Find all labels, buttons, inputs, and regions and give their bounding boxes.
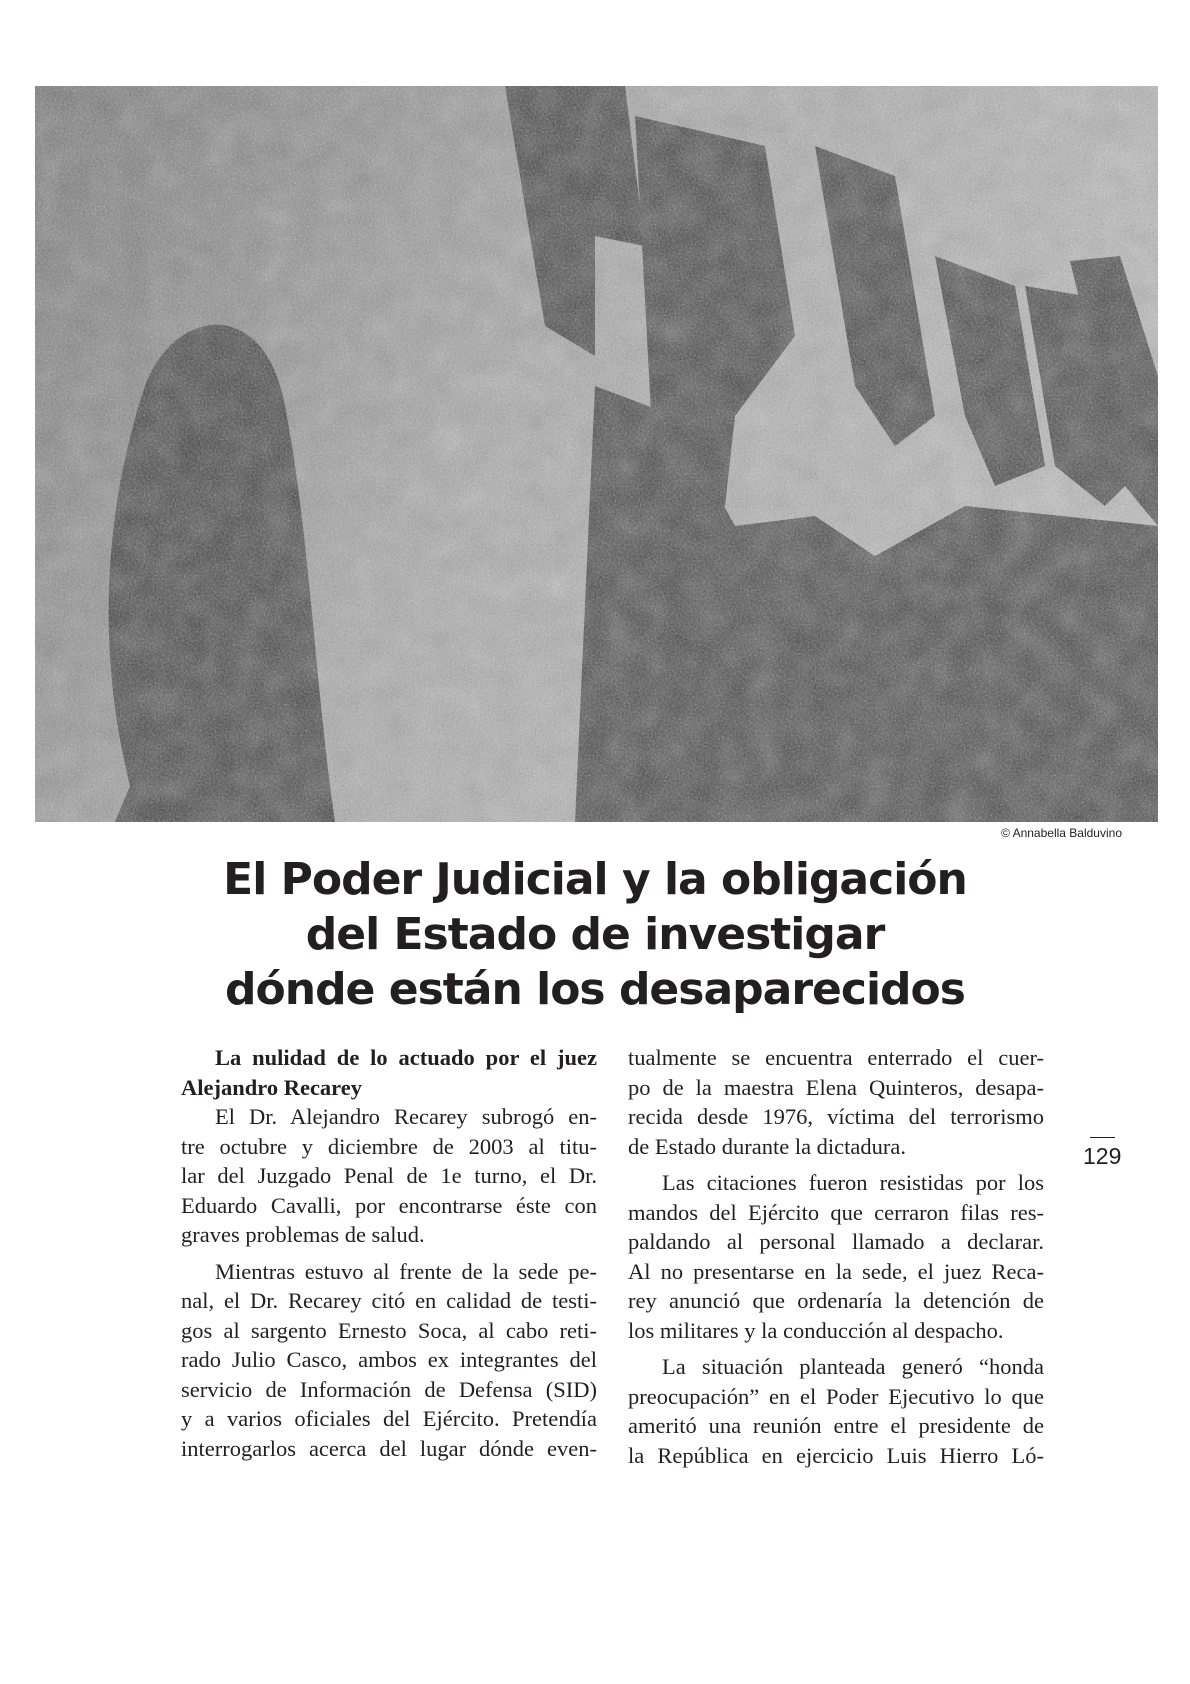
article-title [150,852,1040,1017]
right-column [628,1043,1044,1470]
text-line: tre octubre y diciembre de 2003 al titu- [181,1133,597,1159]
shadows-on-pavement-photo [35,86,1158,822]
text-line: nal, el Dr. Recarey citó en calidad de testi- [181,1288,597,1313]
page-number: 129 [1083,1143,1122,1169]
text-line: lar del Juzgado Penal de 1e turno, el Dr. [181,1163,597,1188]
text-line: gos al sargento Ernesto Soca, al cabo reti- [181,1317,597,1343]
text-line: La situación planteada generó “honda [662,1354,1044,1379]
text-line: preocupación” en el Poder Ejecutivo lo que [628,1383,1044,1409]
text-line: paldando al personal llamado a declarar. [628,1229,1044,1254]
text-line: rado Julio Casco, ambos ex integrantes del [181,1347,597,1372]
left-column [181,1043,597,1463]
text-line: y a varios oficiales del Ejército. Pretendía [181,1406,597,1431]
text-line: servicio de Información de Defensa (SID) [181,1376,597,1402]
text-line: Al no presentarse en la sede, el juez Reca- [628,1258,1044,1284]
text-line: ameritó una reunión entre el presidente de [628,1413,1044,1438]
text-line: recida desde 1976, víctima del terrorismo [628,1104,1044,1129]
photo-image [35,86,1158,822]
text-line: Eduardo Cavalli, por encontrarse éste con [181,1192,597,1218]
text-line: mandos del Ejército que cerraron filas res- [628,1199,1044,1225]
text-line: de Estado durante la dictadura. [628,1133,907,1159]
page-number-rule [1090,1137,1115,1138]
title-line: El Poder Judicial y la obligación [223,854,967,905]
text-line: graves problemas de salud. [181,1222,425,1247]
subheading-line: La nulidad de lo actuado por el juez [215,1045,597,1070]
text-line: Las citaciones fueron resistidas por los [662,1170,1044,1195]
text-line: la República en ejercicio Luis Hierro Ló- [628,1442,1044,1468]
text-line: interrogarlos acerca del lugar dónde even- [181,1435,597,1461]
text-line: Mientras estuvo al frente de la sede pe- [215,1258,597,1284]
title-line: del Estado de investigar [305,909,885,960]
text-line: El Dr. Alejandro Recarey subrogó en- [215,1104,597,1129]
text-line: los militares y la conducción al despacho. [628,1317,1004,1343]
text-line: rey anunció que ordenaría la detención de [628,1288,1044,1313]
text-line: po de la maestra Elena Quinteros, desapa- [628,1074,1044,1100]
subheading-line: Alejandro Recarey [181,1074,362,1100]
title-line: dónde están los desaparecidos [225,964,965,1015]
text-line: tualmente se encuentra enterrado el cuer- [628,1045,1044,1070]
photo-credit: © Annabella Balduvino [1001,826,1122,840]
